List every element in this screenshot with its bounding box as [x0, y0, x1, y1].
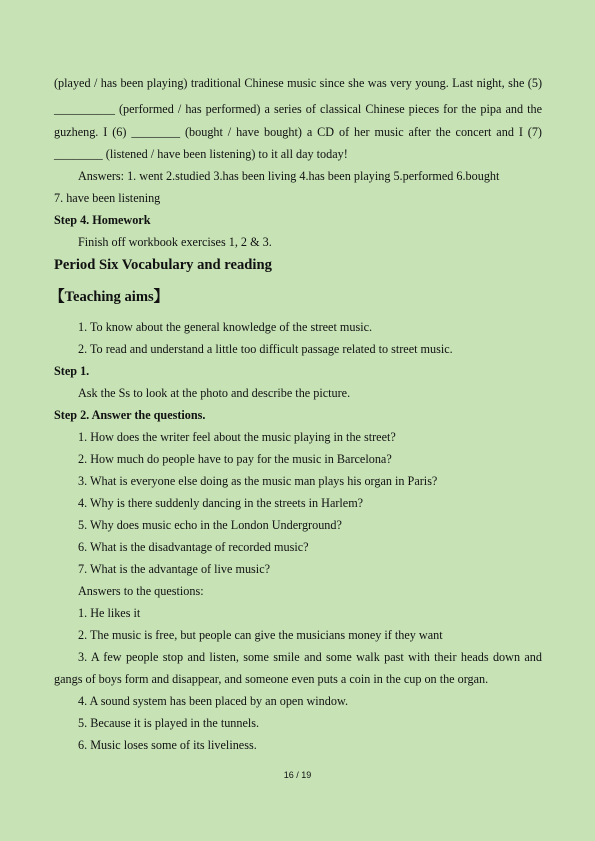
step-4-heading: Step 4. Homework	[54, 213, 151, 227]
answers-line: 7. have been listening	[54, 191, 161, 205]
answer-item: 2. The music is free, but people can give the musicians money if they want	[78, 628, 443, 642]
paragraph-line: guzheng. I (6) ________ (bought / have bought) a CD of her music after the concert and I (7)	[54, 125, 542, 139]
teaching-aims-heading: 【Teaching aims】	[50, 289, 169, 305]
paragraph-line: (played / has been playing) traditional Chinese music since she was very young. Last night, she (5)	[54, 76, 542, 90]
answers-heading: Answers to the questions:	[78, 584, 204, 598]
question-item: 4. Why is there suddenly dancing in the streets in Harlem?	[78, 496, 364, 510]
answers-line: Answers: 1. went 2.studied 3.has been living 4.has been playing 5.performed 6.bought	[78, 169, 500, 183]
aim-item: 2. To read and understand a little too difficult passage related to street music.	[78, 342, 453, 356]
question-item: 2. How much do people have to pay for the music in Barcelona?	[78, 452, 392, 466]
answer-item: 5. Because it is played in the tunnels.	[78, 716, 260, 730]
question-item: 1. How does the writer feel about the music playing in the street?	[78, 430, 396, 444]
answer-item: 1. He likes it	[78, 606, 141, 620]
document-page	[50, 0, 542, 841]
step-1-heading: Step 1.	[54, 364, 90, 378]
aim-item: 1. To know about the general knowledge of the street music.	[78, 320, 373, 334]
step-1-text: Ask the Ss to look at the photo and describe the picture.	[78, 386, 351, 400]
question-item: 7. What is the advantage of live music?	[78, 562, 271, 576]
page-number: 16 / 19	[283, 770, 312, 780]
period-title: Period Six Vocabulary and reading	[54, 257, 272, 273]
paragraph-line: ________ (listened / have been listening) to it all day today!	[54, 147, 348, 161]
paragraph-line: __________ (performed / has performed) a series of classical Chinese pieces for the pipa and the	[54, 102, 542, 116]
question-item: 5. Why does music echo in the London Underground?	[78, 518, 342, 532]
answer-item: 6. Music loses some of its liveliness.	[78, 738, 257, 752]
answer-item: 4. A sound system has been placed by an open window.	[78, 694, 348, 708]
answer-item: 3. A few people stop and listen, some smile and some walk past with their heads down and	[78, 650, 542, 664]
answer-item-continued: gangs of boys form and disappear, and someone even puts a coin in the cup on the organ.	[54, 672, 489, 686]
step-2-heading: Step 2. Answer the questions.	[54, 408, 206, 422]
question-item: 6. What is the disadvantage of recorded music?	[78, 540, 309, 554]
step-4-text: Finish off workbook exercises 1, 2 & 3.	[78, 235, 272, 249]
question-item: 3. What is everyone else doing as the music man plays his organ in Paris?	[78, 474, 438, 488]
